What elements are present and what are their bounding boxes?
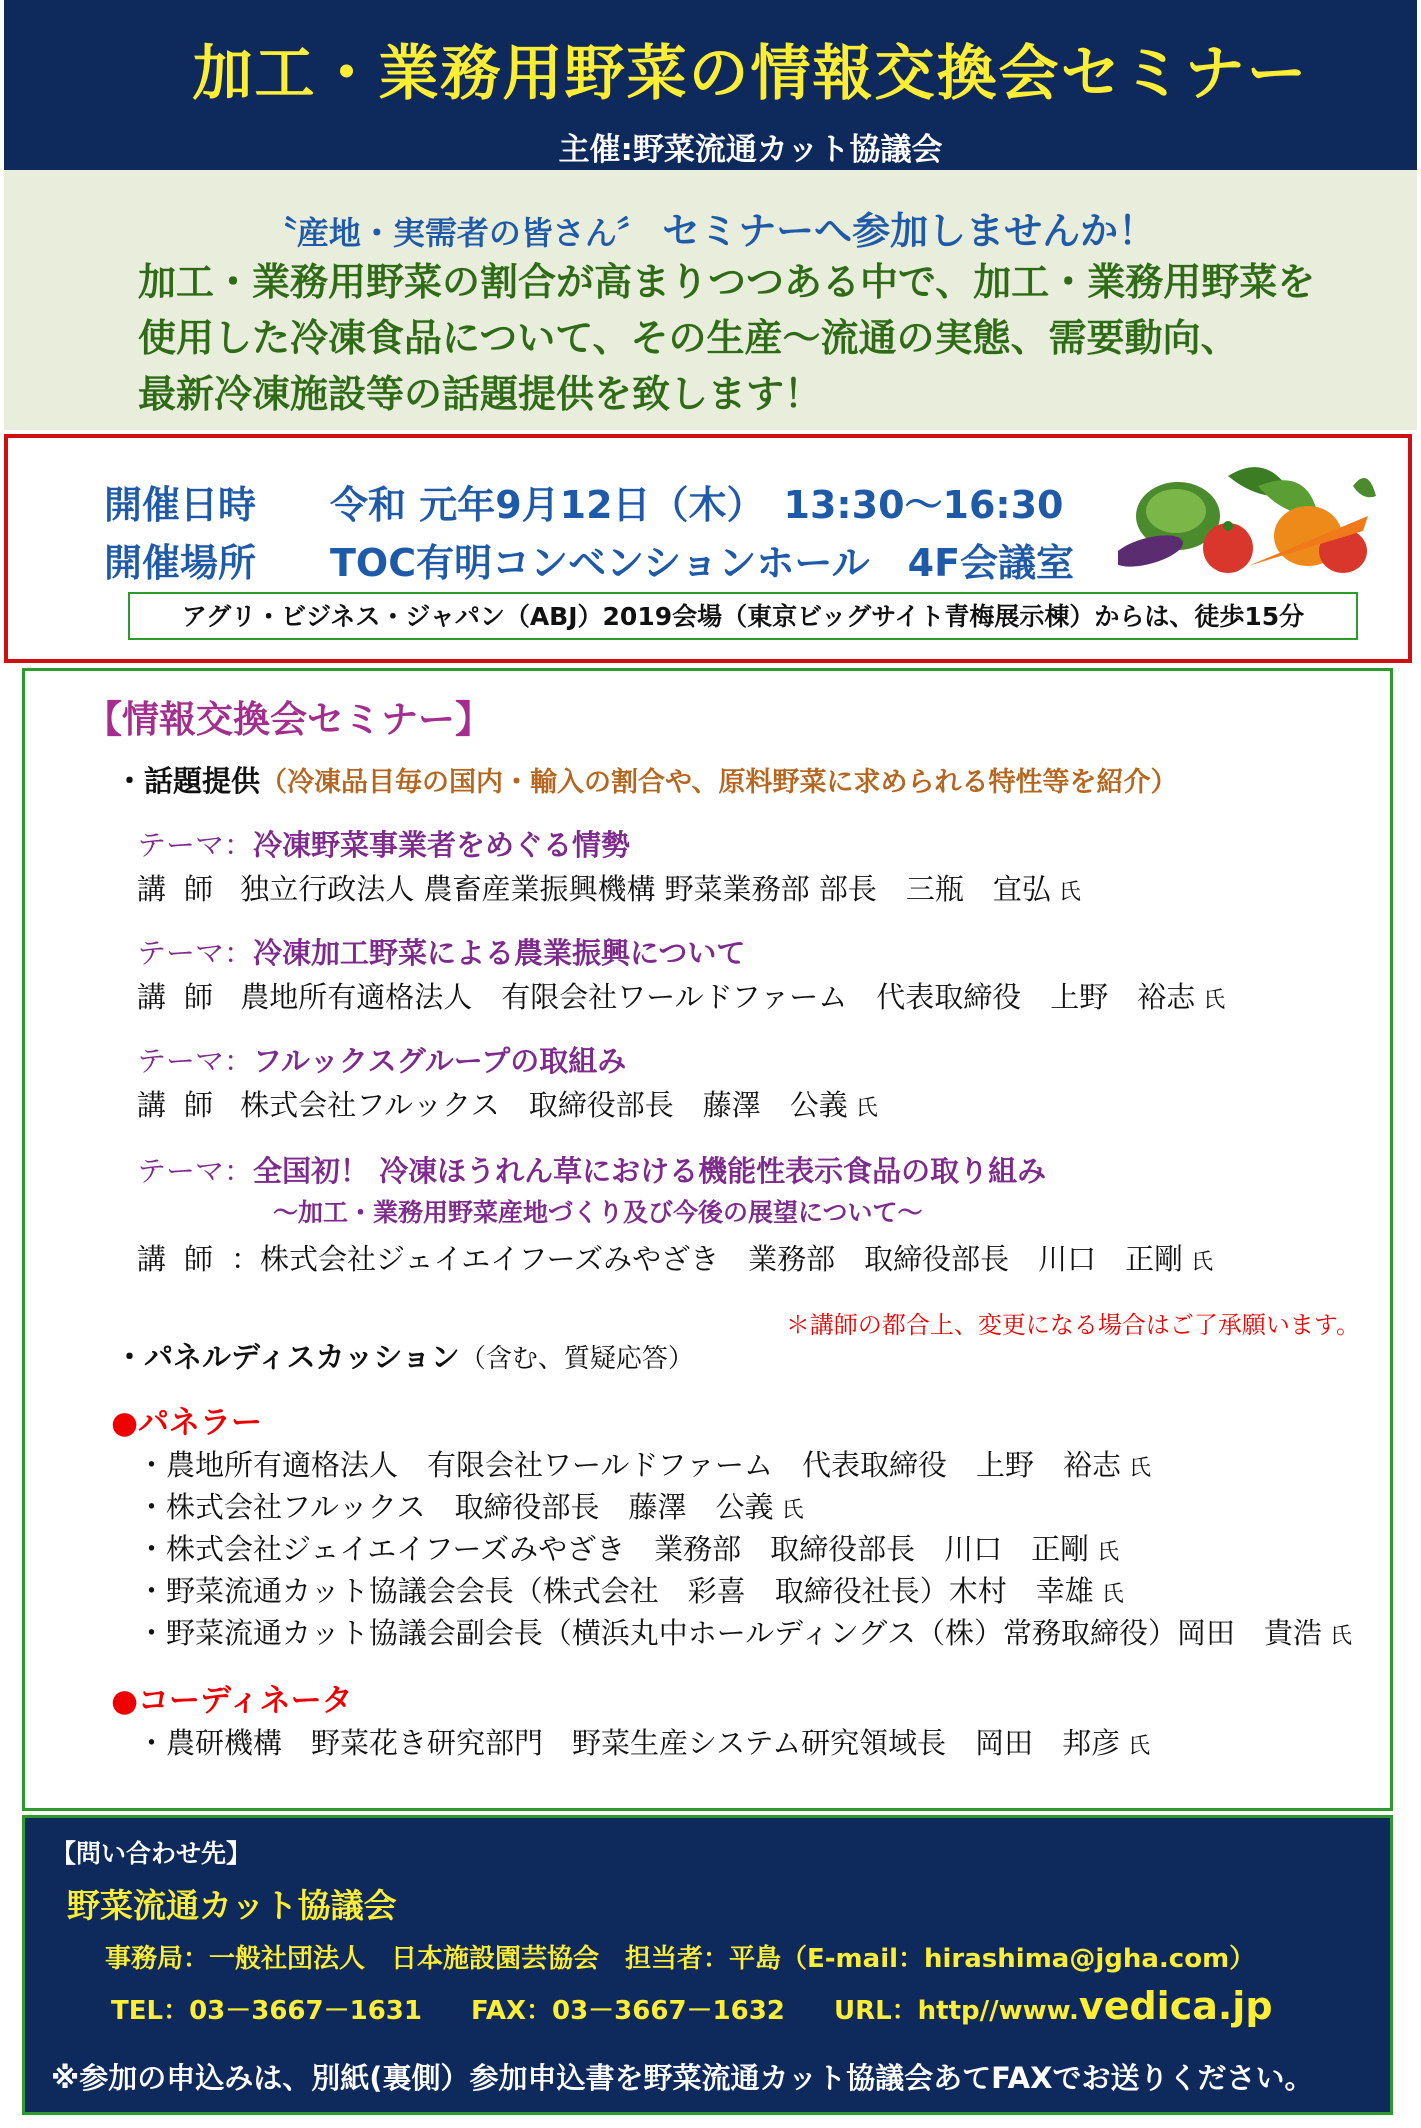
place-label: 開催場所 (104, 541, 257, 585)
application-note: ※参加の申込みは、別紙(裏側）参加申込書を野菜流通カット協議会あてFAXでお送りください。 (51, 2061, 1314, 2095)
contact-heading: 【問い合わせ先】 (51, 1839, 252, 1868)
lecturer-name: 株式会社フルックス 取締役部長 藤澤 公義 (240, 1088, 848, 1122)
contact-org: 野菜流通カット協議会 (67, 1886, 397, 1925)
contact-tel: TEL：03－3667－1631 (111, 1996, 422, 2026)
intro-quote: 〝産地・実需者の皆さん〞 (264, 214, 649, 252)
honorific: 氏 (781, 1498, 804, 1523)
paneler-item (137, 1485, 804, 1526)
paneler-name: ・農地所有適格法人 有限会社ワールドファーム 代表取締役 上野 裕志 (137, 1448, 1121, 1482)
change-notice: ＊講師の都合上、変更になる場合はご了承願います。 (785, 1311, 1360, 1339)
lecturer-label: 講師 (137, 980, 232, 1014)
coordinator-name: ・農研機構 野菜花き研究部門 野菜生産システム研究領域長 岡田 邦彦 (137, 1726, 1121, 1760)
paneler-item (137, 1443, 1151, 1484)
intro-line: 最新冷凍施設等の話題提供を致します！ (138, 372, 823, 416)
contact-numbers (111, 1984, 1273, 2028)
page-title: 加工・業務用野菜の情報交換会セミナー (192, 39, 1309, 109)
honorific: 氏 (1329, 1624, 1352, 1649)
topic-note: （冷凍品目毎の国内・輸入の割合や、原料野菜に求められる特性等を紹介） (260, 767, 1178, 798)
honorific: 氏 (1101, 1582, 1124, 1607)
theme-2 (137, 931, 745, 972)
intro-line: 加工・業務用野菜の割合が高まりつつある中で、加工・業務用野菜を (138, 260, 1316, 304)
lecturer-name: 株式会社ジェイエイフーズみやざき 業務部 取締役部長 川口 正剛 (260, 1242, 1184, 1276)
paneler-name: ・株式会社ジェイエイフーズみやざき 業務部 取締役部長 川口 正剛 (137, 1532, 1090, 1566)
theme-title: 全国初！ 冷凍ほうれん草における機能性表示食品の取り組み (253, 1154, 1047, 1188)
contact-fax: FAX：03－3667－1632 (471, 1996, 785, 2026)
paneler-name: ・野菜流通カット協議会副会長（横浜丸中ホールディングス（株）常務取締役）岡田 貴浩 (137, 1616, 1322, 1650)
lecturer-label: 講師 (137, 872, 232, 906)
coordinator-item (137, 1721, 1150, 1762)
theme-label: テーマ： (137, 1044, 254, 1078)
date-label: 開催日時 (104, 483, 257, 527)
paneler-item (137, 1569, 1124, 1610)
intro-line: 使用した冷凍食品について、その生産～流通の実態、需要動向、 (138, 316, 1239, 360)
intro-body (138, 254, 1315, 422)
header-banner (4, 0, 1417, 170)
paneler-item (137, 1611, 1352, 1652)
honorific: 氏 (1191, 1250, 1214, 1275)
coordinator-heading: ●コーディネータ (111, 1683, 353, 1719)
theme-label: テーマ： (137, 936, 254, 970)
panel-heading (115, 1335, 694, 1376)
topic-label: ・話題提供 (115, 764, 261, 798)
date-value: 令和 元年9月12日（木） 13:30～16:30 (330, 483, 1064, 527)
honorific: 氏 (1128, 1456, 1151, 1481)
lecturer-sep: ： (231, 1242, 261, 1276)
theme-3 (137, 1039, 626, 1080)
theme-label: テーマ： (137, 1154, 254, 1188)
lecturer-1 (137, 867, 1081, 908)
event-place (104, 532, 1074, 587)
honorific: 氏 (1128, 1734, 1151, 1759)
url-domain: vedica.jp (1078, 1984, 1273, 2028)
honorific: 氏 (1097, 1540, 1120, 1565)
honorific: 氏 (1203, 988, 1226, 1013)
lecturer-name: 独立行政法人 農畜産業振興機構 野菜業務部 部長 三瓶 宜弘 (240, 872, 1051, 906)
theme-4-sub: ～加工・業務用野菜産地づくり及び今後の展望について～ (273, 1198, 923, 1227)
lecturer-2 (137, 975, 1225, 1016)
honorific: 氏 (855, 1096, 878, 1121)
theme-title: 冷凍加工野菜による農業振興について (253, 936, 746, 970)
paneler-item (137, 1527, 1119, 1568)
event-info-box (4, 434, 1412, 663)
event-date (104, 474, 1063, 529)
contact-office: 事務局：一般社団法人 日本施設園芸協会 担当者：平島（E-mail：hirashima@jgha.com） (105, 1944, 1256, 1974)
lecturer-name: 農地所有適格法人 有限会社ワールドファーム 代表取締役 上野 裕志 (240, 980, 1196, 1014)
theme-4 (137, 1149, 1046, 1190)
url-label: URL：http//www. (833, 1996, 1079, 2026)
seminar-section (22, 668, 1393, 1811)
paneler-name: ・野菜流通カット協議会会長（株式会社 彩喜 取締役社長）木村 幸雄 (137, 1574, 1094, 1608)
contact-section (22, 1815, 1393, 2115)
lecturer-3 (137, 1083, 878, 1124)
honorific: 氏 (1058, 880, 1081, 905)
topic-heading (115, 759, 1177, 800)
theme-1 (137, 823, 630, 864)
paneler-name: ・株式会社フルックス 取締役部長 藤澤 公義 (137, 1490, 774, 1524)
lecturer-label: 講師 (137, 1242, 232, 1276)
theme-title: フルックスグループの取組み (253, 1044, 627, 1078)
access-note: アグリ・ビジネス・ジャパン（ABJ）2019会場（東京ビッグサイト青梅展示棟）からは、徒歩15分 (128, 592, 1358, 640)
lecturer-4 (137, 1237, 1213, 1278)
intro-call: セミナーへ参加しませんか！ (662, 209, 1157, 253)
intro-section (4, 170, 1417, 430)
paneler-heading: ●パネラー (111, 1405, 263, 1441)
contact-url[interactable] (833, 1984, 1273, 2028)
vegetables-illustration-icon (1118, 456, 1378, 581)
place-value: TOC有明コンベンションホール 4F会議室 (330, 541, 1075, 585)
panel-label: ・パネルディスカッション (115, 1340, 460, 1374)
theme-title: 冷凍野菜事業者をめぐる情勢 (253, 828, 631, 862)
intro-heading (4, 200, 1417, 255)
seminar-title: 【情報交換会セミナー】 (85, 698, 492, 741)
theme-label: テーマ： (137, 828, 254, 862)
lecturer-label: 講師 (137, 1088, 232, 1122)
panel-note: （含む、質疑応答） (459, 1344, 694, 1374)
organizer: 主催:野菜流通カット協議会 (558, 132, 943, 168)
